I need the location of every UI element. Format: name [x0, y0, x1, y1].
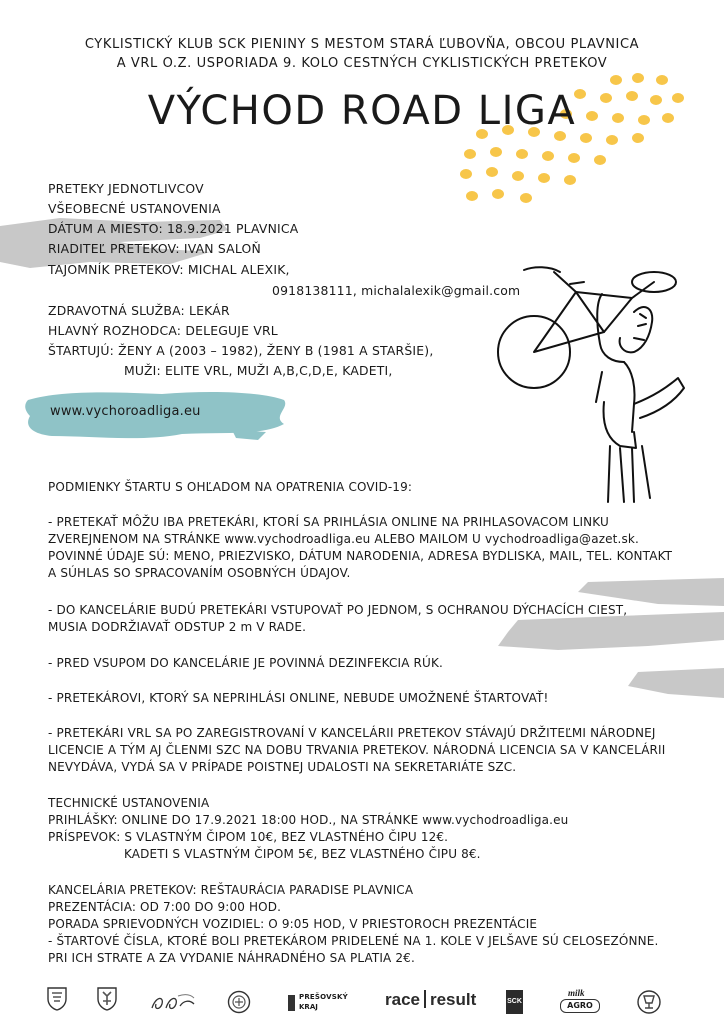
covid-rule-1-line-4: A SÚHLAS SO SPRACOVANÍM OSOBNÝCH ÚDAJOV. [48, 566, 351, 580]
covid-rule-5-line-2: LICENCIE A TÝM AJ ČLENMI SZC NA DOBU TRVANIA PRETEKOV. NÁRODNÁ LICENCIA SA V KANCELÁRII [48, 743, 666, 757]
covid-heading: PODMIENKY ŠTARTU S OHĽADOM NA OPATRENIA COVID-19: [48, 480, 413, 494]
info-medical: ZDRAVOTNÁ SLUŽBA: LEKÁR [48, 303, 230, 318]
office-presentation: PREZENTÁCIA: OD 7:00 DO 9:00 HOD. [48, 900, 282, 914]
race-result-logo-divider [424, 990, 426, 1008]
coat-of-arms-2-logo [97, 987, 117, 1011]
presov-region-logo-top: PREŠOVSKÝ [299, 993, 348, 1001]
covid-rule-2-line-1: - DO KANCELÁRIE BUDÚ PRETEKÁRI VSTUPOVAŤ PO JEDNOM, S OCHRANOU DÝCHACÍCH CIEST, [48, 603, 628, 617]
office-start-numbers: - ŠTARTOVÉ ČÍSLA, KTORÉ BOLI PRETEKÁROM PRIDELENÉ NA 1. KOLE V JELŠAVE SÚ CELOSEZÓNNE. [48, 934, 659, 948]
info-referee: HLAVNÝ ROZHODCA: DELEGUJE VRL [48, 323, 278, 338]
office-meeting: PORADA SPRIEVODNÝCH VOZIDIEL: O 9:05 HOD, V PRIESTOROCH PREZENTÁCIE [48, 917, 538, 931]
technical-fee-cadets: KADETI S VLASTNÝM ČIPOM 5€, BEZ VLASTNÉHO ČIPU 8€. [124, 847, 481, 861]
presov-region-logo [288, 993, 348, 1015]
organizer-line-1: CYKLISTICKÝ KLUB SCK PIENINY S MESTOM STARÁ ĽUBOVŇA, OBCOU PLAVNICA [84, 37, 640, 52]
covid-rule-2-line-2: MUSIA DODRŽIAVAŤ ODSTUP 2 m V RADE. [48, 620, 307, 634]
presov-region-logo-mark [288, 995, 295, 1011]
info-secretary: TAJOMNÍK PRETEKOV: MICHAL ALEXIK, [48, 262, 290, 277]
info-categories: ŠTARTUJÚ: ŽENY A (2003 – 1982), ŽENY B (1981 A STARŠIE), [48, 343, 434, 358]
technical-fee: PRÍSPEVOK: S VLASTNÝM ČIPOM 10€, BEZ VLASTNÉHO ČIPU 12€. [48, 830, 449, 844]
technical-heading: TECHNICKÉ USTANOVENIA [48, 796, 210, 810]
website-link[interactable]: www.vychoroadliga.eu [50, 404, 201, 419]
covid-rule-4: - PRETEKÁROVI, KTORÝ SA NEPRIHLÁSI ONLINE, NEBUDE UMOŽNENÉ ŠTARTOVAŤ! [48, 691, 549, 705]
covid-rule-3: - PRED VSUPOM DO KANCELÁRIE JE POVINNÁ DEZINFEKCIA RÚK. [48, 656, 443, 670]
office-location: KANCELÁRIA PRETEKOV: REŠTAURÁCIA PARADISE PLAVNICA [48, 883, 414, 897]
milk-agro-logo [560, 988, 602, 1014]
info-general-rules: VŠEOBECNÉ USTANOVENIA [48, 201, 221, 216]
info-race-type: PRETEKY JEDNOTLIVCOV [48, 181, 204, 196]
covid-rule-1-line-1: - PRETEKAŤ MÔŽU IBA PRETEKÁRI, KTORÍ SA PRIHLÁSIA ONLINE NA PRIHLASOVACOM LINKU [48, 515, 609, 529]
milk-agro-logo-bottom: AGRO [560, 999, 600, 1013]
sck-logo: SCK [506, 990, 523, 1014]
info-director: RIADITEĽ PRETEKOV: IVAN SALOŇ [48, 241, 261, 256]
office-start-numbers-fee: PRI ICH STRATE A ZA VYDANIE NÁHRADNÉHO SA PLATIA 2€. [48, 951, 415, 965]
round-emblem-logo [227, 990, 251, 1014]
gray-brush-stroke-right [498, 576, 724, 706]
info-categories-men: MUŽI: ELITE VRL, MUŽI A,B,C,D,E, KADETI, [124, 363, 393, 378]
trophy-emblem-logo [636, 989, 662, 1015]
milk-agro-logo-top: milk [568, 988, 585, 998]
presov-region-logo-bottom: KRAJ [299, 1003, 318, 1011]
race-result-logo [385, 990, 476, 1012]
covid-rule-1-line-3: POVINNÉ ÚDAJE SÚ: MENO, PRIEZVISKO, DÁTUM NARODENIA, ADRESA BYDLISKA, MAIL, TEL. KONTAKT [48, 549, 673, 563]
race-result-logo-left: race [385, 990, 420, 1009]
cycling-club-script-logo [150, 992, 198, 1014]
covid-rule-5-line-1: - PRETEKÁRI VRL SA PO ZAREGISTROVANÍ V KANCELÁRII PRETEKOV STÁVAJÚ DRŽITEĽMI NÁRODNEJ [48, 726, 656, 740]
page-title: VÝCHOD ROAD LIGA [147, 88, 577, 134]
covid-rule-5-line-3: NEVYDÁVA, VYDÁ SA V PRÍPADE POISTNEJ UDALOSTI NA SEKRETARIÁTE SZC. [48, 760, 517, 774]
info-date-place: DÁTUM A MIESTO: 18.9.2021 PLAVNICA [48, 221, 299, 236]
race-result-logo-right: result [429, 990, 477, 1009]
coat-of-arms-1-logo [47, 987, 67, 1011]
organizer-line-2: A VRL O.Z. USPORIADA 9. KOLO CESTNÝCH CYKLISTICKÝCH PRETEKOV [116, 56, 608, 71]
info-secretary-contact: 0918138111, michalalexik@gmail.com [272, 283, 521, 298]
technical-registration: PRIHLÁŠKY: ONLINE DO 17.9.2021 18:00 HOD., NA STRÁNKE www.vychodroadliga.eu [48, 813, 569, 827]
covid-rule-1-line-2: ZVEREJNENOM NA STRÁNKE www.vychodroadliga.eu ALEBO MAILOM U vychodroadliga@azet.sk. [48, 532, 639, 546]
